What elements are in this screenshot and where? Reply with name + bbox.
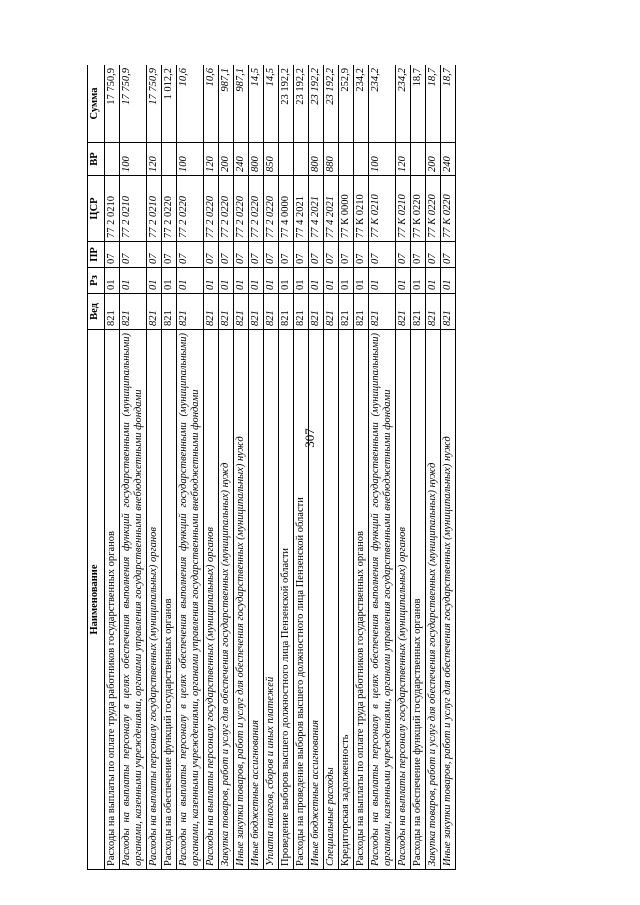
budget-table [87,65,456,870]
cell-sum: 23 192,2 [324,65,339,143]
cell-csr: 77 2 0220 [204,176,219,242]
cell-ved: 821 [339,294,354,330]
cell-vr [411,143,426,176]
table-row [249,65,264,870]
cell-csr: 77 4 2021 [309,176,324,242]
cell-csr: 77 2 0220 [249,176,264,242]
table-row [177,65,204,870]
cell-rz: 01 [324,268,339,294]
cell-rz: 01 [147,268,162,294]
cell-name: Расходы на выплаты персоналу в целях обеспечения выполнения функций государственными (муниципальными) органами, казенными учреждениями, органами управления государственными внебюджетными фондами [120,330,147,870]
cell-pr: 07 [369,242,396,268]
cell-csr: 77 К 0220 [411,176,426,242]
cell-csr: 77 2 0220 [177,176,204,242]
cell-name: Расходы на выплаты персоналу государственных (муниципальных) органов [147,330,162,870]
cell-csr: 77 2 0220 [264,176,279,242]
header-vr: ВР [88,143,105,176]
cell-pr: 07 [234,242,249,268]
cell-name: Расходы на проведение выборов высшего должностного лица Пензенской области [294,330,309,870]
cell-csr: 77 4 2021 [324,176,339,242]
cell-vr [279,143,294,176]
page-number-text: 307 [302,428,317,448]
cell-vr: 200 [219,143,234,176]
cell-sum: 17 750,9 [105,65,120,143]
cell-name: Специальные расходы [324,330,339,870]
cell-csr: 77 4 0000 [279,176,294,242]
cell-vr: 240 [234,143,249,176]
cell-name: Иные бюджетные ассигнования [309,330,324,870]
table-body [105,65,456,870]
cell-csr: 77 2 0210 [147,176,162,242]
cell-rz: 01 [396,268,411,294]
cell-csr: 77 2 0220 [219,176,234,242]
cell-rz: 01 [204,268,219,294]
cell-vr [354,143,369,176]
cell-pr: 07 [279,242,294,268]
table-row [204,65,219,870]
cell-ved: 821 [120,294,147,330]
cell-vr: 850 [264,143,279,176]
cell-pr: 07 [396,242,411,268]
cell-pr: 07 [105,242,120,268]
table-row [441,65,456,870]
cell-vr: 100 [120,143,147,176]
cell-vr [162,143,177,176]
cell-sum: 234,2 [396,65,411,143]
table-row [120,65,147,870]
cell-vr: 240 [441,143,456,176]
cell-ved: 821 [411,294,426,330]
budget-sheet [87,65,612,870]
cell-name: Расходы на выплаты по оплате труда работников государственных органов [354,330,369,870]
cell-pr: 07 [294,242,309,268]
cell-vr [294,143,309,176]
cell-pr: 07 [426,242,441,268]
table-row [105,65,120,870]
cell-csr: 77 К 0220 [426,176,441,242]
cell-rz: 01 [294,268,309,294]
cell-name: Расходы на выплаты персоналу в целях обеспечения выполнения функций государственными (муниципальными) органами, казенными учреждениями, органами управления государственными внебюджетными фондами [369,330,396,870]
cell-ved: 821 [177,294,204,330]
cell-ved: 821 [396,294,411,330]
table-row [396,65,411,870]
rotated-table-frame [87,65,612,870]
cell-pr: 07 [147,242,162,268]
cell-csr: 77 К 0210 [354,176,369,242]
table-row [219,65,234,870]
header-rz: Рз [88,268,105,294]
cell-ved: 821 [105,294,120,330]
cell-vr: 100 [177,143,204,176]
header-csr: ЦСР [88,176,105,242]
cell-csr: 77 2 0220 [234,176,249,242]
header-pr: ПР [88,242,105,268]
cell-ved: 821 [219,294,234,330]
table-row [309,65,324,870]
cell-vr: 800 [309,143,324,176]
cell-name: Расходы на выплаты по оплате труда работников государственных органов [105,330,120,870]
cell-name: Уплата налогов, сборов и иных платежей [264,330,279,870]
cell-sum: 14,5 [264,65,279,143]
cell-ved: 821 [309,294,324,330]
cell-ved: 821 [204,294,219,330]
cell-pr: 07 [309,242,324,268]
table-row [324,65,339,870]
cell-vr: 100 [369,143,396,176]
cell-name: Расходы на выплаты персоналу государственных (муниципальных) органов [204,330,219,870]
cell-ved: 821 [441,294,456,330]
cell-pr: 07 [249,242,264,268]
cell-vr: 120 [204,143,219,176]
table-row [234,65,249,870]
cell-vr: 880 [324,143,339,176]
cell-rz: 01 [249,268,264,294]
cell-pr: 07 [354,242,369,268]
cell-sum: 23 192,2 [309,65,324,143]
cell-sum: 18,7 [426,65,441,143]
cell-ved: 821 [324,294,339,330]
cell-rz: 01 [441,268,456,294]
cell-csr: 77 К 0210 [369,176,396,242]
table-row [339,65,354,870]
cell-sum: 234,2 [369,65,396,143]
cell-name: Расходы на обеспечение функций государственных органов [162,330,177,870]
cell-name: Закупка товаров, работ и услуг для обеспечения государственных (муниципальных) нужд [426,330,441,870]
cell-sum: 10,6 [177,65,204,143]
cell-vr [339,143,354,176]
cell-pr: 07 [120,242,147,268]
cell-ved: 821 [369,294,396,330]
table-row [147,65,162,870]
cell-rz: 01 [339,268,354,294]
cell-name: Иные закупки товаров, работ и услуг для обеспечения государственных (муниципальных) нужд [234,330,249,870]
table-header-row [88,65,105,870]
table-row [264,65,279,870]
cell-ved: 821 [354,294,369,330]
table-row [426,65,441,870]
table-row [162,65,177,870]
cell-csr: 77 К 0000 [339,176,354,242]
cell-rz: 01 [264,268,279,294]
cell-rz: 01 [279,268,294,294]
cell-sum: 987,1 [219,65,234,143]
cell-ved: 821 [264,294,279,330]
cell-rz: 01 [219,268,234,294]
cell-name: Расходы на выплаты персоналу в целях обеспечения выполнения функций государственными (муниципальными) органами, казенными учреждениями, органами управления государственными внебюджетными фондами [177,330,204,870]
cell-pr: 07 [204,242,219,268]
cell-csr: 77 2 0210 [105,176,120,242]
cell-name: Расходы на выплаты персоналу государственных (муниципальных) органов [396,330,411,870]
cell-sum: 14,5 [249,65,264,143]
cell-vr: 200 [426,143,441,176]
cell-name: Кредиторская задолженность [339,330,354,870]
cell-csr: 77 4 2021 [294,176,309,242]
table-row [369,65,396,870]
cell-sum: 987,1 [234,65,249,143]
cell-pr: 07 [411,242,426,268]
cell-rz: 01 [369,268,396,294]
header-name: Наименование [88,330,105,870]
cell-pr: 07 [324,242,339,268]
cell-vr [105,143,120,176]
cell-ved: 821 [234,294,249,330]
cell-rz: 01 [105,268,120,294]
cell-pr: 07 [177,242,204,268]
cell-vr: 120 [396,143,411,176]
cell-rz: 01 [120,268,147,294]
cell-name: Иные закупки товаров, работ и услуг для обеспечения государственных (муниципальных) нужд [441,330,456,870]
cell-sum: 17 750,9 [147,65,162,143]
cell-name: Проведение выборов высшего должностного лица Пензенской области [279,330,294,870]
cell-ved: 821 [294,294,309,330]
cell-sum: 1 012,2 [162,65,177,143]
header-sum: Сумма [88,65,105,143]
cell-sum: 23 192,2 [294,65,309,143]
table-row [294,65,309,870]
cell-vr: 120 [147,143,162,176]
table-row [411,65,426,870]
cell-rz: 01 [354,268,369,294]
cell-sum: 18,7 [411,65,426,143]
cell-csr: 77 2 0220 [162,176,177,242]
table-row [354,65,369,870]
cell-sum: 18,7 [441,65,456,143]
cell-csr: 77 2 0210 [120,176,147,242]
cell-ved: 821 [426,294,441,330]
table-row [279,65,294,870]
cell-ved: 821 [162,294,177,330]
cell-pr: 07 [162,242,177,268]
cell-ved: 821 [279,294,294,330]
cell-rz: 01 [426,268,441,294]
cell-name: Иные бюджетные ассигнования [249,330,264,870]
cell-pr: 07 [339,242,354,268]
cell-csr: 77 К 0210 [396,176,411,242]
cell-rz: 01 [234,268,249,294]
cell-csr: 77 К 0220 [441,176,456,242]
cell-rz: 01 [309,268,324,294]
cell-sum: 17 750,9 [120,65,147,143]
cell-ved: 821 [147,294,162,330]
cell-name: Закупка товаров, работ и услуг для обеспечения государственных (муниципальных) нужд [219,330,234,870]
cell-sum: 252,9 [339,65,354,143]
cell-sum: 234,2 [354,65,369,143]
cell-vr: 800 [249,143,264,176]
header-ved: Вед [88,294,105,330]
cell-name: Расходы на обеспечение функций государственных органов [411,330,426,870]
cell-sum: 23 192,2 [279,65,294,143]
cell-ved: 821 [249,294,264,330]
cell-rz: 01 [162,268,177,294]
cell-sum: 10,6 [204,65,219,143]
cell-pr: 07 [264,242,279,268]
cell-rz: 01 [177,268,204,294]
cell-pr: 07 [441,242,456,268]
cell-rz: 01 [411,268,426,294]
cell-pr: 07 [219,242,234,268]
